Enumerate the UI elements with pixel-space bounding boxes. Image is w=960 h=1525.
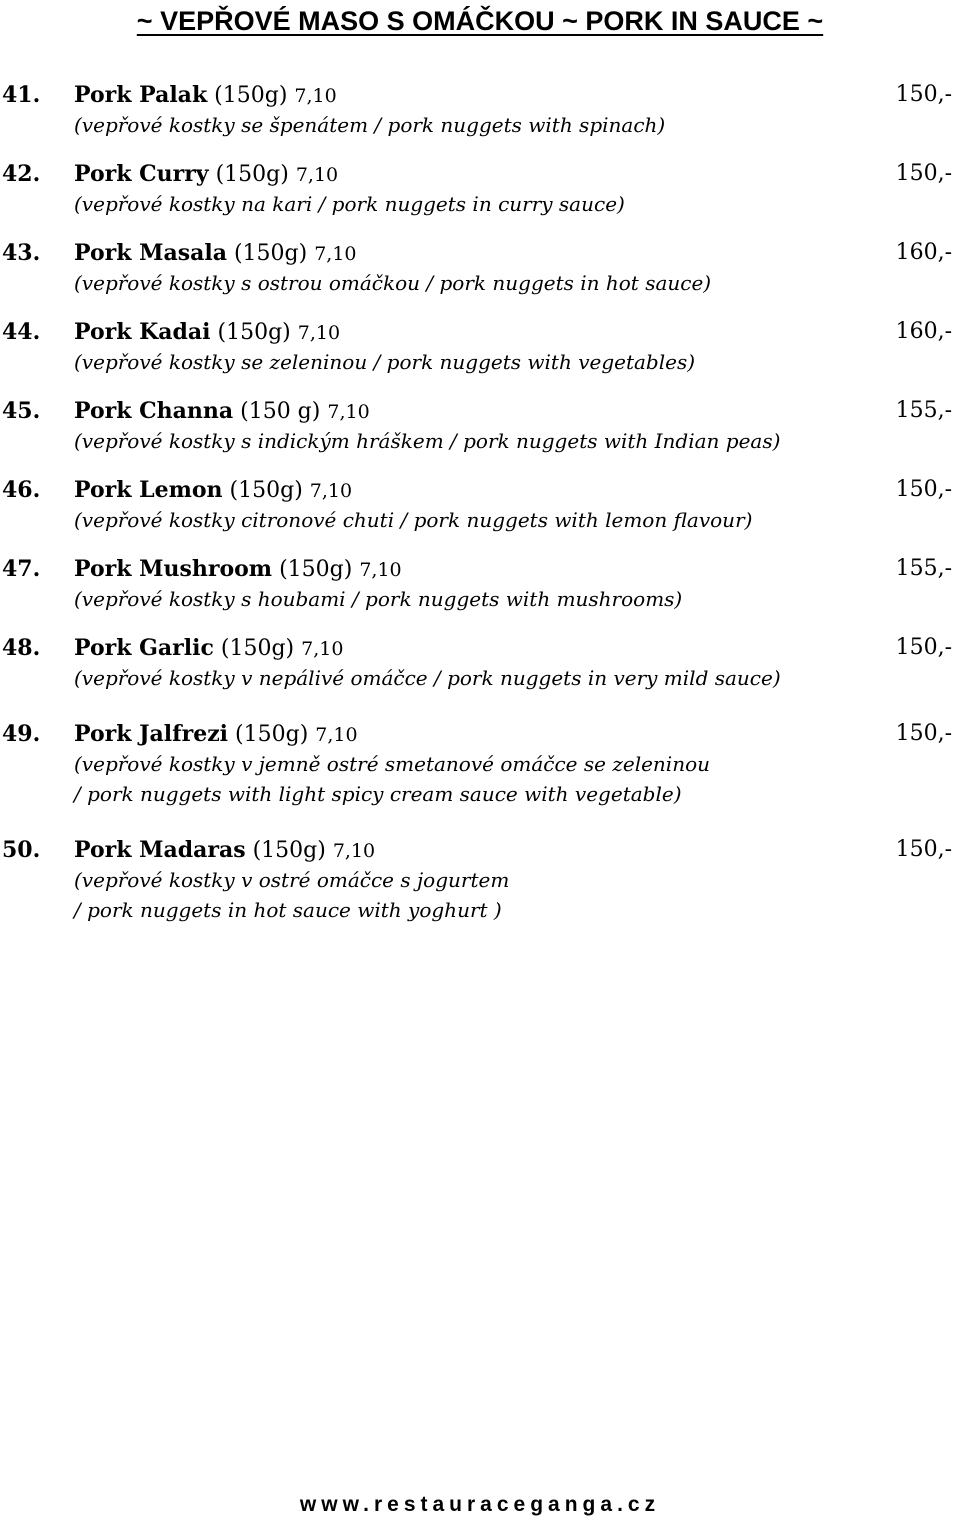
item-name-line xyxy=(74,554,402,585)
item-description: (vepřové kostky s houbami / pork nuggets with mushrooms) xyxy=(74,587,683,611)
item-name-line xyxy=(74,633,343,664)
menu-item-header xyxy=(0,317,960,347)
item-price: 155,- xyxy=(895,398,952,423)
item-name-line xyxy=(74,80,337,111)
item-description: (vepřové kostky se špenátem / pork nuggets with spinach) xyxy=(74,113,666,137)
item-name: Pork Kadai xyxy=(74,319,211,345)
menu-item-header xyxy=(0,238,960,268)
item-weight: (150g) xyxy=(207,83,295,108)
item-allergen-code: 7,10 xyxy=(295,164,339,186)
menu-item-48 xyxy=(0,633,960,693)
item-allergen-code: 7,10 xyxy=(327,401,370,423)
item-weight: (150g) xyxy=(210,320,298,345)
item-allergen-code: 7,10 xyxy=(359,559,402,581)
item-number: 46. xyxy=(2,477,41,503)
menu-item-header xyxy=(0,396,960,426)
menu-section-title: ~ VEPŘOVÉ MASO S OMÁČKOU ~ PORK IN SAUCE ~ xyxy=(136,6,824,36)
item-number: 41. xyxy=(2,82,41,108)
item-number: 47. xyxy=(2,556,41,582)
item-name: Pork Lemon xyxy=(74,477,223,503)
item-description: (vepřové kostky se zeleninou / pork nuggets with vegetables) xyxy=(74,350,696,374)
item-name: Pork Channa xyxy=(74,398,234,424)
item-price: 150,- xyxy=(895,161,952,186)
menu-item-44 xyxy=(0,317,960,377)
item-name-line xyxy=(74,159,338,190)
item-number: 49. xyxy=(2,721,41,747)
item-allergen-code: 7,10 xyxy=(315,724,358,746)
item-price: 160,- xyxy=(895,240,952,265)
menu-item-42 xyxy=(0,159,960,219)
menu-item-header xyxy=(0,835,960,865)
item-weight: (150g) xyxy=(213,636,302,661)
item-name-line xyxy=(74,238,357,269)
item-weight: (150g) xyxy=(222,478,310,503)
item-allergen-code: 7,10 xyxy=(309,480,353,502)
menu-item-header xyxy=(0,633,960,663)
menu-item-41 xyxy=(0,80,960,140)
item-name-line xyxy=(74,317,340,348)
item-number: 50. xyxy=(2,837,41,863)
item-description: (vepřové kostky v jemně ostré smetanové omáčce se zeleninou xyxy=(74,752,711,776)
item-weight: (150g) xyxy=(226,241,315,266)
item-description: (vepřové kostky v nepálivé omáčce / pork nuggets in very mild sauce) xyxy=(74,666,781,690)
item-name: Pork Palak xyxy=(74,82,208,108)
item-allergen-code: 7,10 xyxy=(332,840,376,862)
menu-item-header xyxy=(0,475,960,505)
item-name: Pork Mushroom xyxy=(74,556,273,582)
item-name: Pork Masala xyxy=(74,240,227,266)
item-allergen-code: 7,10 xyxy=(314,243,357,265)
menu-item-header xyxy=(0,719,960,749)
item-number: 43. xyxy=(2,240,41,266)
item-weight: (150g) xyxy=(208,162,296,187)
menu-item-header xyxy=(0,159,960,189)
menu-item-45 xyxy=(0,396,960,456)
item-weight: (150g) xyxy=(272,557,360,582)
menu-item-50 xyxy=(0,835,960,925)
menu-item-49 xyxy=(0,719,960,809)
item-price: 150,- xyxy=(895,721,952,746)
item-name-line xyxy=(74,475,352,506)
item-allergen-code: 7,10 xyxy=(297,322,341,344)
item-number: 45. xyxy=(2,398,41,424)
item-number: 44. xyxy=(2,319,41,345)
item-name: Pork Garlic xyxy=(74,635,214,661)
item-weight: (150 g) xyxy=(233,399,328,424)
item-name: Pork Curry xyxy=(74,161,209,187)
item-price: 150,- xyxy=(895,477,952,502)
item-description: / pork nuggets in hot sauce with yoghurt ) xyxy=(74,898,502,922)
item-number: 42. xyxy=(2,161,41,187)
item-name-line xyxy=(74,835,375,866)
item-description: (vepřové kostky s ostrou omáčkou / pork nuggets in hot sauce) xyxy=(74,271,712,295)
item-price: 150,- xyxy=(895,82,952,107)
website-footer: www.restauraceganga.cz xyxy=(299,1493,661,1516)
item-description: / pork nuggets with light spicy cream sauce with vegetable) xyxy=(74,782,682,806)
menu-item-header xyxy=(0,554,960,584)
item-price: 160,- xyxy=(895,319,952,344)
item-allergen-code: 7,10 xyxy=(301,638,344,660)
item-description: (vepřové kostky v ostré omáčce s jogurtem xyxy=(74,868,510,892)
item-name: Pork Madaras xyxy=(74,837,246,863)
item-number: 48. xyxy=(2,635,41,661)
item-description: (vepřové kostky citronové chuti / pork nuggets with lemon flavour) xyxy=(74,508,753,532)
item-allergen-code: 7,10 xyxy=(294,85,337,107)
menu-item-header xyxy=(0,80,960,110)
item-price: 150,- xyxy=(895,837,952,862)
item-name: Pork Jalfrezi xyxy=(74,721,229,747)
item-name-line xyxy=(74,396,370,427)
item-price: 155,- xyxy=(895,556,952,581)
item-description: (vepřové kostky na kari / pork nuggets in curry sauce) xyxy=(74,192,625,216)
item-name-line xyxy=(74,719,358,750)
menu-item-46 xyxy=(0,475,960,535)
item-description: (vepřové kostky s indickým hráškem / pork nuggets with Indian peas) xyxy=(74,429,781,453)
item-weight: (150g) xyxy=(245,838,333,863)
menu-item-43 xyxy=(0,238,960,298)
item-price: 150,- xyxy=(895,635,952,660)
menu-item-47 xyxy=(0,554,960,614)
item-weight: (150g) xyxy=(228,722,316,747)
